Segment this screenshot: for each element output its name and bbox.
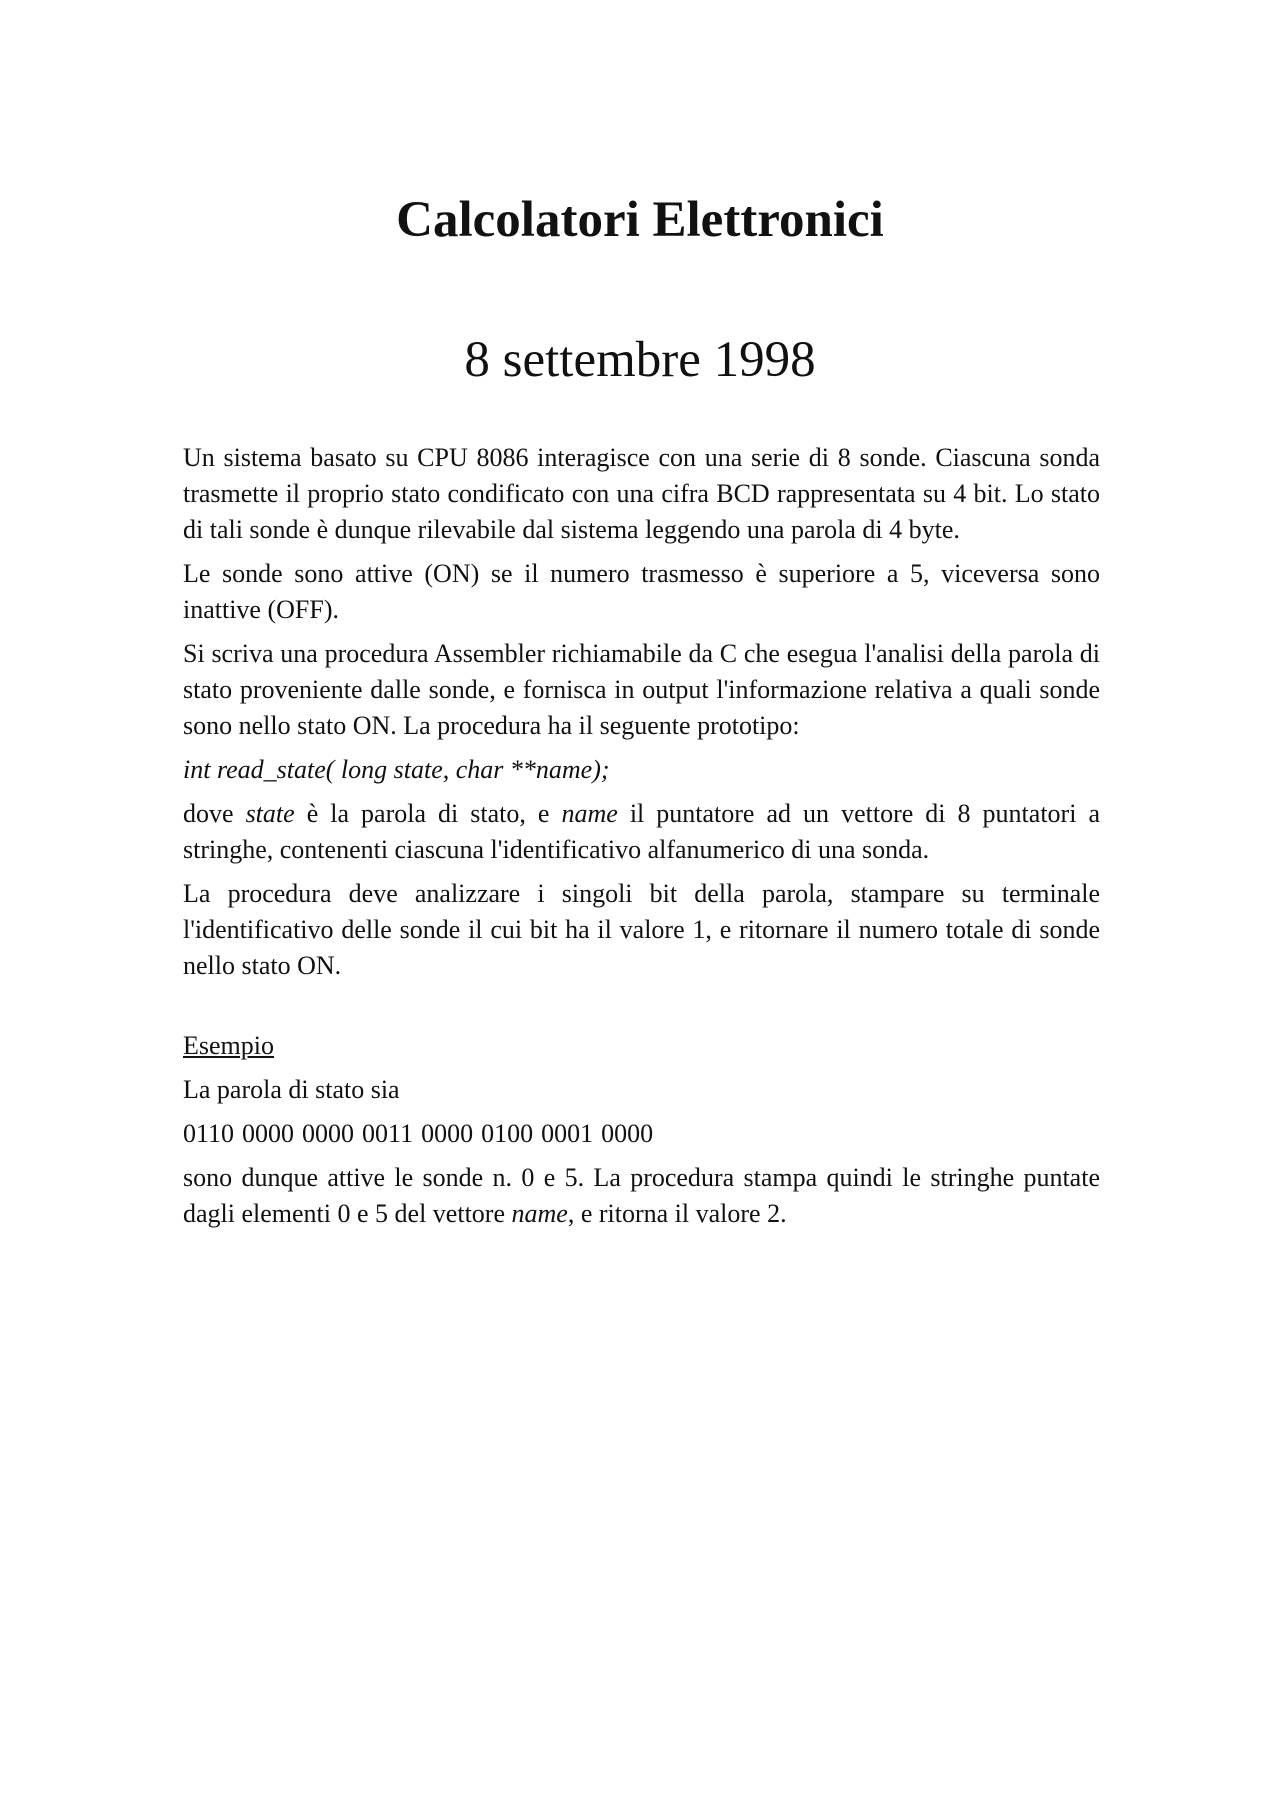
status-nibble: 0000: [242, 1119, 295, 1148]
example-heading: Esempio: [183, 1031, 274, 1060]
paragraph-parameters-before: dove: [183, 799, 246, 828]
function-prototype: int read_state( long state, char **name);: [183, 755, 610, 784]
document-title: Calcolatori Elettronici: [396, 192, 884, 248]
term-name-example: name: [511, 1199, 568, 1228]
paragraph-intro: Un sistema basato su CPU 8086 interagisce con una serie di 8 sonde. Ciascuna sonda trasmette il proprio stato condificato con una cifra BCD rappresentata su 4 bit. Lo stato di tali sonde è dunque rilevabile dal sistema leggendo una parola di 4 byte.: [183, 443, 1100, 544]
example-explanation: [183, 1160, 1100, 1232]
status-nibble: 0000: [421, 1119, 474, 1148]
status-nibble: 0100: [481, 1119, 534, 1148]
paragraph-parameters-middle: è la parola di stato, e: [294, 799, 562, 828]
paragraph-requirements: La procedura deve analizzare i singoli bit della parola, stampare su terminale l'identificativo delle sonde il cui bit ha il valore 1, e ritornare il numero totale di sonde nello stato ON.: [183, 879, 1100, 980]
example-intro: La parola di stato sia: [183, 1075, 400, 1104]
document-date: 8 settembre 1998: [464, 332, 816, 388]
term-name: name: [561, 799, 618, 828]
document-body: [183, 440, 1100, 1240]
status-nibble: 0001: [541, 1119, 594, 1148]
example-explanation-after: , e ritorna il valore 2.: [567, 1199, 787, 1228]
status-nibble: 0110: [183, 1119, 235, 1148]
status-word: [183, 1116, 1100, 1152]
status-nibble: 0000: [601, 1119, 654, 1148]
term-state: state: [245, 799, 295, 828]
status-nibble: 0000: [302, 1119, 355, 1148]
paragraph-parameters-after: il puntatore ad un vettore di 8 puntatori a stringhe, contenenti ciascuna l'identificativo alfanumerico di una sonda.: [183, 799, 1100, 864]
status-nibble: 0011: [362, 1119, 414, 1148]
example-explanation-before: sono dunque attive le sonde n. 0 e 5. La procedura stampa quindi le stringhe puntate dagli elementi 0 e 5 del vettore: [183, 1163, 1100, 1228]
paragraph-parameters: [183, 796, 1100, 868]
paragraph-task: Si scriva una procedura Assembler richiamabile da C che esegua l'analisi della parola di stato proveniente dalle sonde, e fornisca in output l'informazione relativa a quali sonde sono nello stato ON. La procedura ha il seguente prototipo:: [183, 639, 1100, 740]
paragraph-on-off: Le sonde sono attive (ON) se il numero trasmesso è superiore a 5, viceversa sono inattive (OFF).: [183, 559, 1100, 624]
